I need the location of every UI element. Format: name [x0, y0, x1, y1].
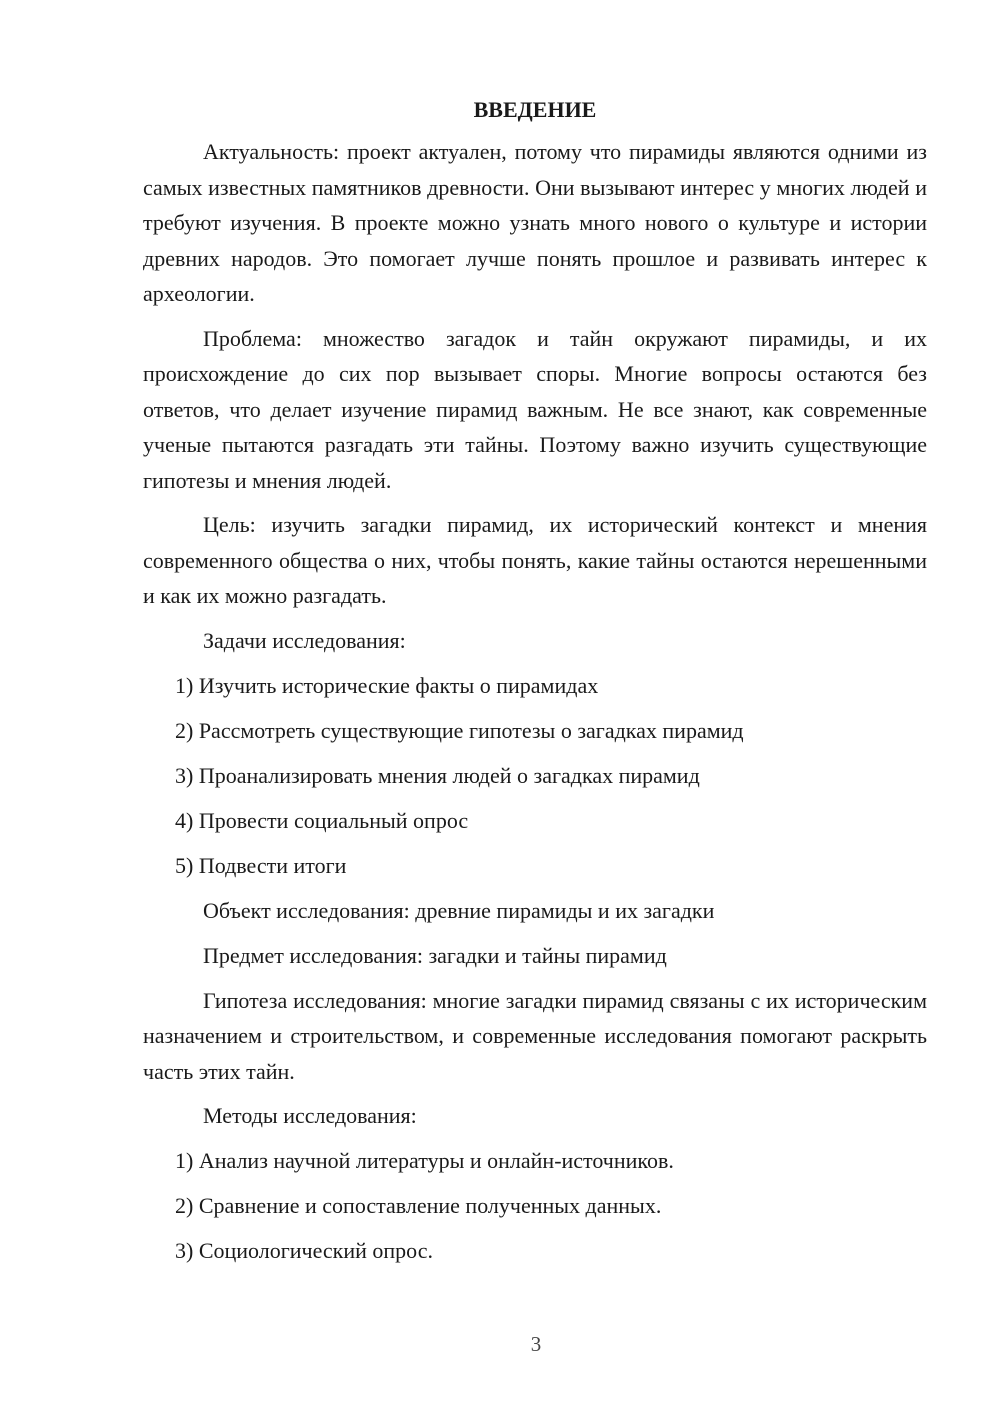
document-page	[143, 92, 927, 1278]
methods-heading: Методы исследования:	[203, 1103, 417, 1128]
goal-paragraph: Цель: изучить загадки пирамид, их исторический контекст и мнения современного общества о них, чтобы понять, какие тайны остаются нерешенными и как их можно разгадать.	[143, 512, 927, 608]
problem-paragraph: Проблема: множество загадок и тайн окружают пирамиды, и их происхождение до сих пор вызывает споры. Многие вопросы остаются без ответов, что делает изучение пирамид важным. Не все знают, как современные ученые пытаются разгадать эти тайны. Поэтому важно изучить существующие гипотезы и мнения людей.	[143, 325, 927, 493]
task-item: 1) Изучить исторические факты о пирамидах	[175, 672, 599, 698]
research-subject: Предмет исследования: загадки и тайны пирамид	[203, 942, 667, 968]
method-item: 2) Сравнение и сопоставление полученных данных.	[175, 1193, 662, 1218]
task-item: 3) Проанализировать мнения людей о загадках пирамид	[175, 762, 700, 788]
research-object: Объект исследования: древние пирамиды и их загадки	[203, 897, 715, 923]
task-item: 5) Подвести итоги	[175, 852, 347, 878]
tasks-heading: Задачи исследования:	[203, 627, 406, 653]
relevance-paragraph: Актуальность: проект актуален, потому что пирамиды являются одними из самых известных памятников древности. Они вызывают интерес у многих людей и требуют изучения. В проекте можно узнать много нового о культуре и истории древних народов. Это помогает лучше понять прошлое и развивать интерес к археологии.	[143, 139, 927, 306]
task-item: 2) Рассмотреть существующие гипотезы о загадках пирамид	[175, 717, 744, 743]
page-number: 3	[530, 1332, 542, 1356]
method-item: 1) Анализ научной литературы и онлайн-источников.	[175, 1148, 674, 1173]
method-item: 3) Социологический опрос.	[175, 1238, 433, 1263]
task-item: 4) Провести социальный опрос	[175, 807, 469, 833]
hypothesis-paragraph: Гипотеза исследования: многие загадки пирамид связаны с их историческим назначением и строительством, и современные исследования помогают раскрыть часть этих тайн.	[143, 987, 927, 1084]
section-title: ВВЕДЕНИЕ	[473, 97, 597, 122]
